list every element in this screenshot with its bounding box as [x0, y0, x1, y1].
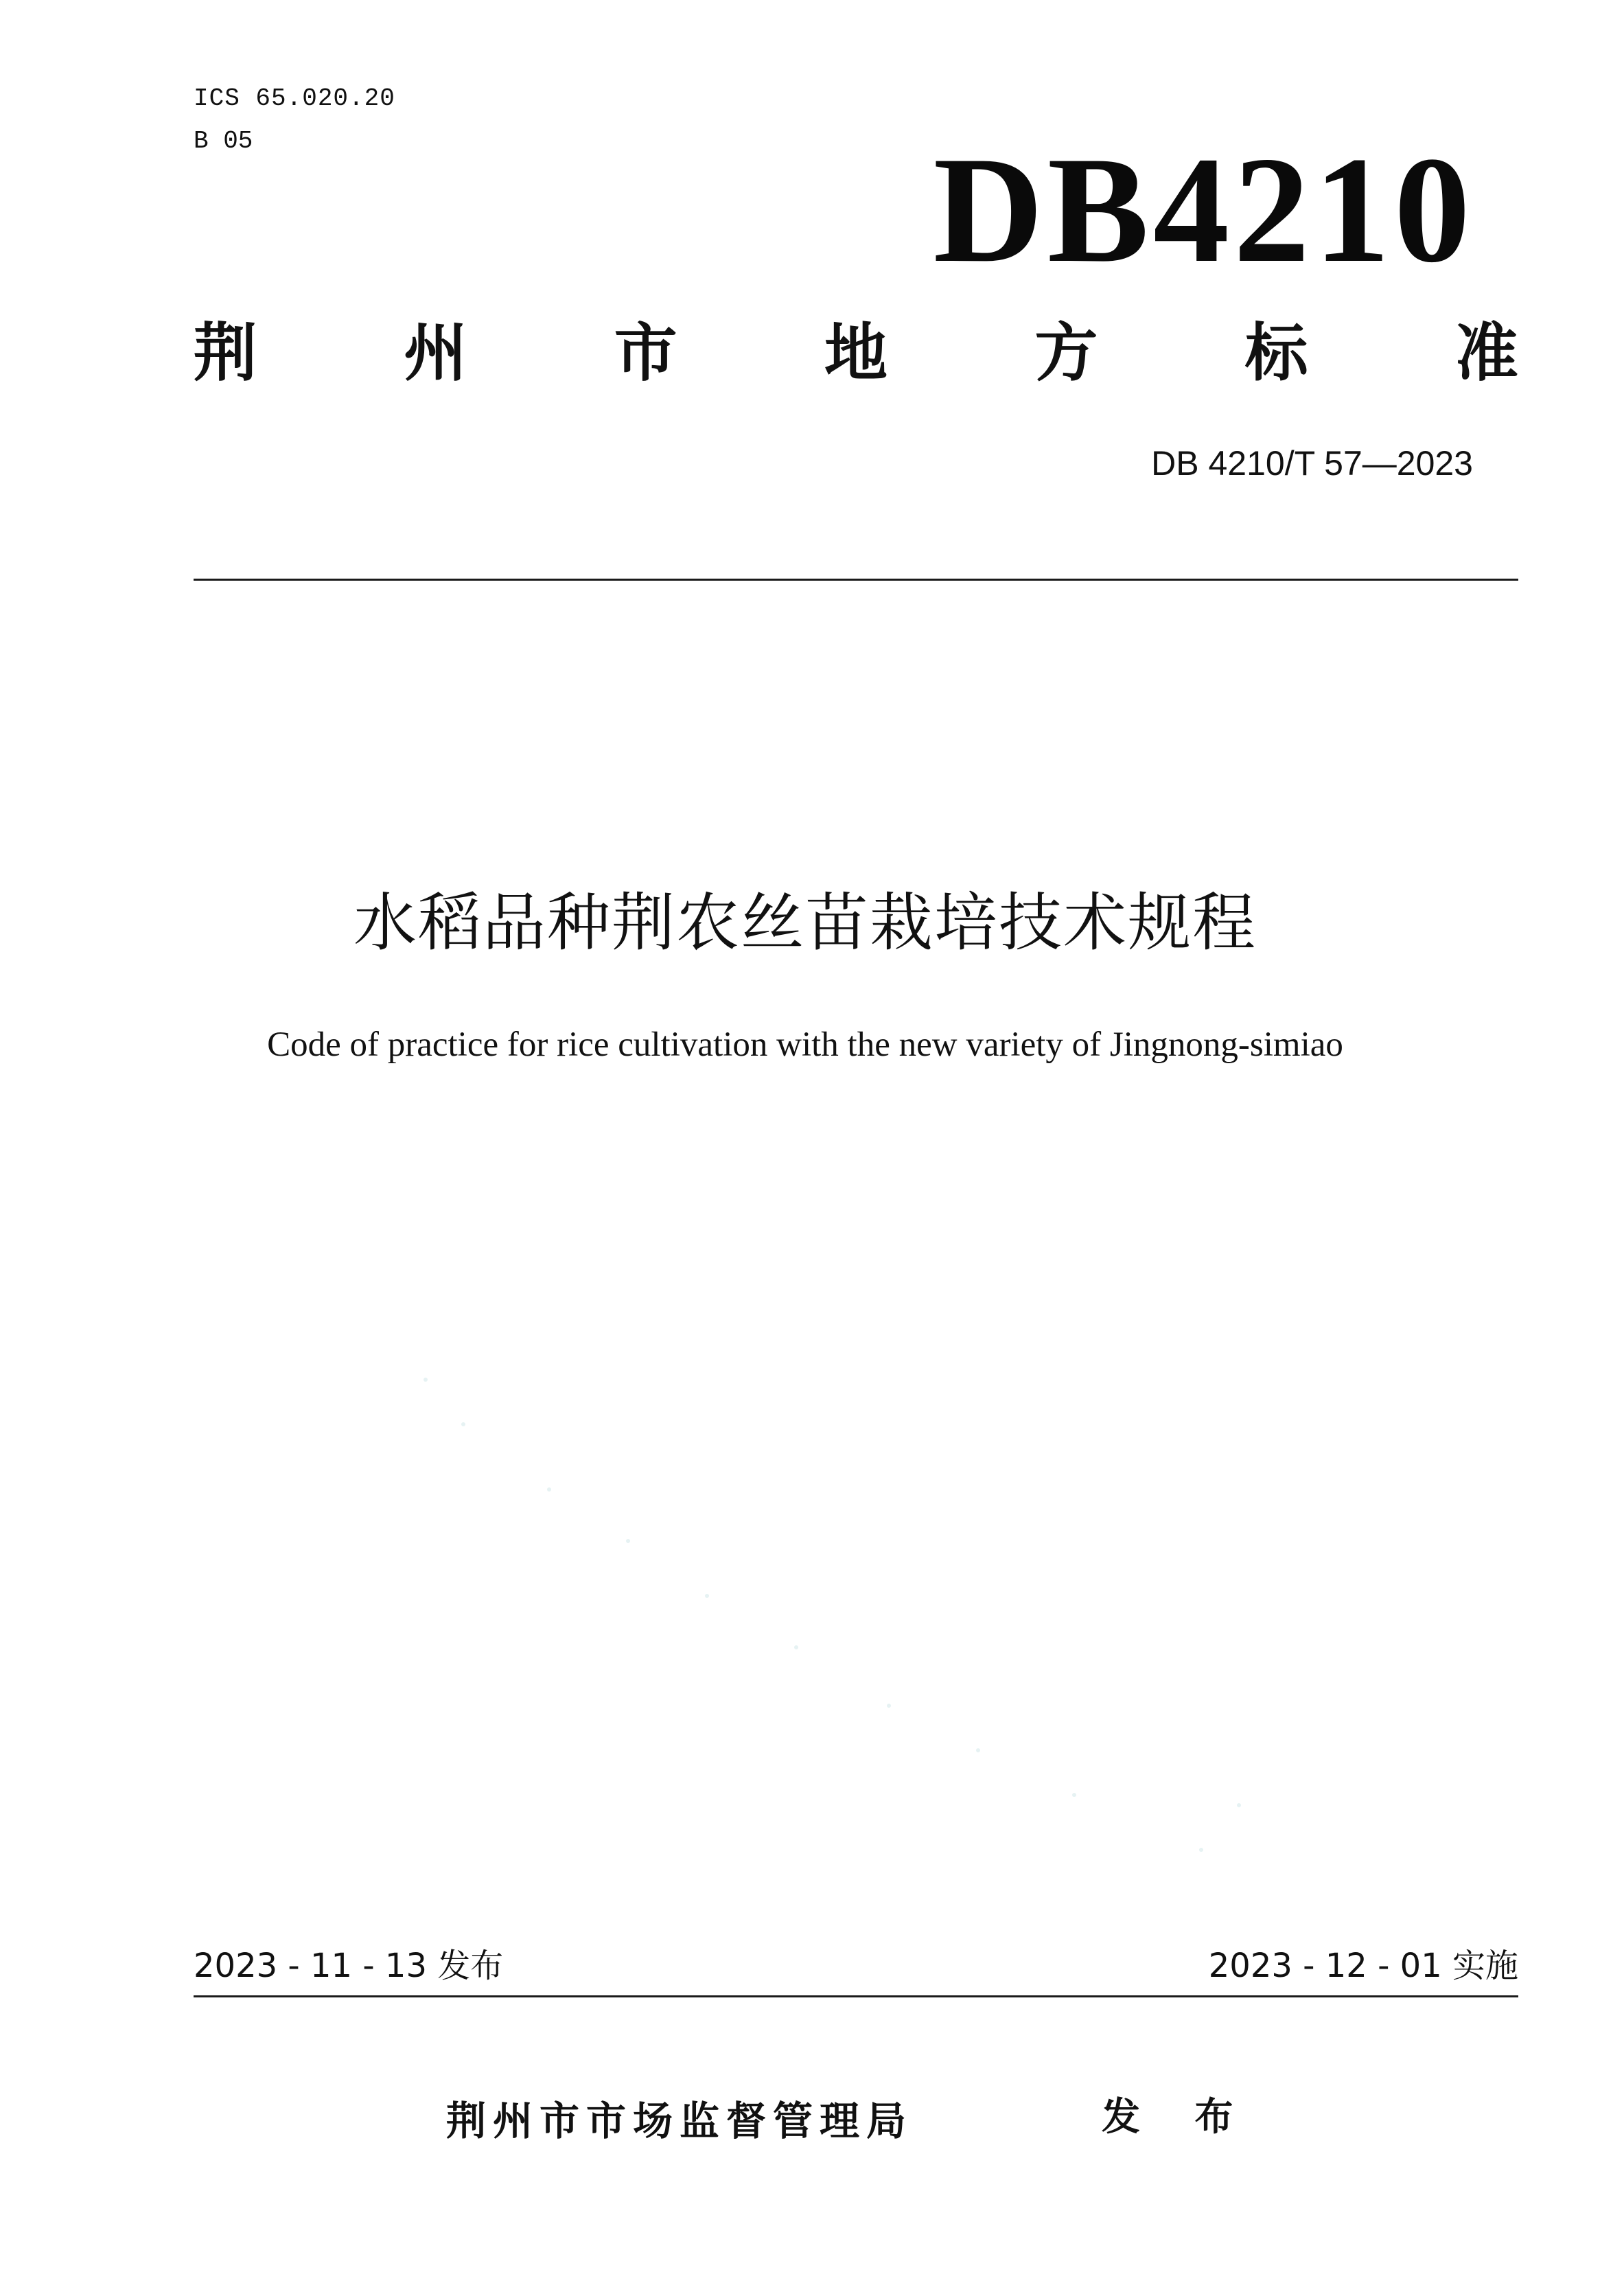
issue-date: 2023 - 11 - 13 发布 [194, 1947, 504, 1985]
issuing-authority: 荆州市市场监督管理局 [446, 2098, 914, 2144]
standard-type-char: 方 [1034, 316, 1098, 390]
faint-watermark-dots [384, 1366, 1277, 1901]
standard-logo: DB4210 [933, 126, 1474, 294]
standard-type-char: 准 [1454, 316, 1518, 390]
ics-code: ICS 65.020.20 [194, 84, 395, 113]
standard-type-char: 地 [824, 316, 888, 390]
standard-type-heading [194, 316, 1518, 390]
title-english: Code of practice for rice cultivation with the new variety of Jingnong-simiao [267, 1025, 1343, 1064]
classification-code: B 05 [194, 127, 253, 155]
title-chinese: 水稻品种荆农丝苗栽培技术规程 [353, 886, 1257, 960]
standard-type-char: 市 [614, 316, 677, 390]
standard-type-char: 州 [404, 316, 467, 390]
standard-number: DB 4210/T 57—2023 [1151, 444, 1473, 483]
bottom-divider [194, 1995, 1518, 1997]
standard-type-char: 标 [1244, 316, 1308, 390]
publish-label: 发 布 [1102, 2095, 1254, 2140]
standard-type-char: 荆 [194, 316, 257, 390]
implementation-date: 2023 - 12 - 01 实施 [1208, 1947, 1518, 1985]
top-divider [194, 579, 1518, 581]
